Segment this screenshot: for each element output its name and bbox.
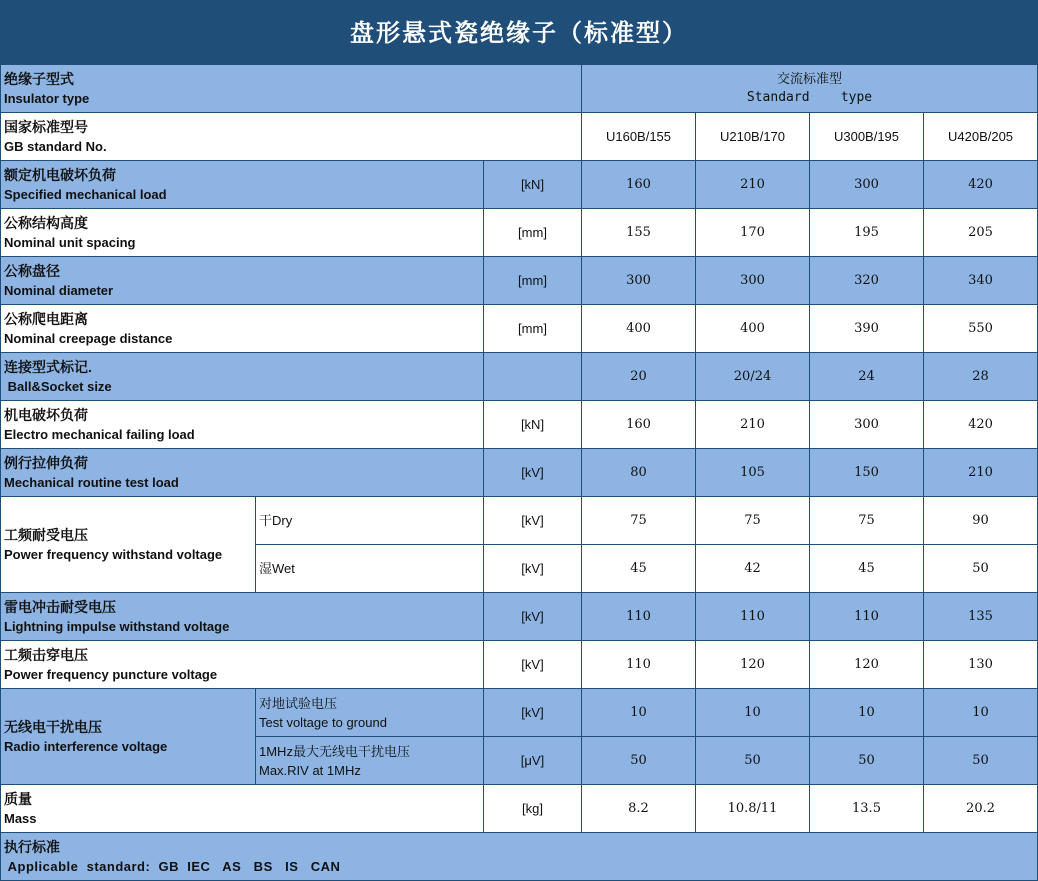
unit-cell: [mm] [484,257,582,305]
ac-standard-en: Standard type [746,89,873,105]
value-cell: 75 [582,497,696,545]
label-zh: 国家标准型号 [4,118,88,135]
label-en: Insulator type [4,90,90,106]
value-cell: 8.2 [582,785,696,833]
value-cell: 150 [810,449,924,497]
label-zh: 公称盘径 [4,262,60,279]
unit-cell: [kV] [484,449,582,497]
value-cell: 210 [696,401,810,449]
label-zh: 绝缘子型式 [4,70,74,87]
row-label [1,449,484,497]
value-cell: 105 [696,449,810,497]
label-zh: 额定机电破坏负荷 [4,166,116,183]
model-cell: U300B/195 [810,113,924,161]
ac-standard-zh: 交流标准型 [777,71,843,87]
label-en: Lightning impulse withstand voltage [4,618,230,634]
row-label [1,353,484,401]
unit-cell [484,353,582,401]
value-cell: 300 [696,257,810,305]
unit-cell: [mm] [484,305,582,353]
value-cell: 135 [924,593,1038,641]
standard-row [1,833,1038,881]
value-cell: 210 [696,161,810,209]
label-zh: 工频击穿电压 [4,646,88,663]
value-cell: 24 [810,353,924,401]
label-zh: 无线电干扰电压 [4,718,102,735]
value-cell: 120 [810,641,924,689]
value-cell: 80 [582,449,696,497]
unit-cell: [kV] [484,689,582,737]
value-cell: 390 [810,305,924,353]
value-cell: 210 [924,449,1038,497]
label-zh: 机电破坏负荷 [4,406,88,423]
gb-standard-row [1,113,1038,161]
value-cell: 420 [924,401,1038,449]
row-label [1,689,256,785]
value-cell: 110 [582,593,696,641]
value-cell: 205 [924,209,1038,257]
model-cell: U420B/205 [924,113,1038,161]
ac-standard-header [582,65,1038,113]
value-cell: 110 [810,593,924,641]
value-cell: 550 [924,305,1038,353]
label-zh: 工频耐受电压 [4,526,88,543]
sub-label [256,737,484,785]
value-cell: 10 [696,689,810,737]
model-cell: U210B/170 [696,113,810,161]
value-cell: 110 [582,641,696,689]
unit-cell: [kV] [484,641,582,689]
value-cell: 50 [924,737,1038,785]
label-zh: 公称爬电距离 [4,310,88,327]
row-label [1,641,484,689]
value-cell: 300 [810,161,924,209]
sub-label-zh: 1MHz最大无线电干扰电压 [259,743,410,759]
radio-ground-row [1,689,1038,737]
value-cell: 75 [696,497,810,545]
table-row [1,593,1038,641]
value-cell: 20/24 [696,353,810,401]
value-cell: 50 [924,545,1038,593]
value-cell: 90 [924,497,1038,545]
unit-cell: [kV] [484,497,582,545]
value-cell: 170 [696,209,810,257]
table-row [1,353,1038,401]
label-en: Power frequency withstand voltage [4,546,223,562]
value-cell: 10 [582,689,696,737]
value-cell: 160 [582,161,696,209]
value-cell: 10.8/11 [696,785,810,833]
table-row [1,401,1038,449]
label-zh: 公称结构高度 [4,214,88,231]
row-label [1,65,582,113]
row-label [1,593,484,641]
insulator-type-row [1,65,1038,113]
spec-table [0,64,1038,881]
sub-label-text: 干Dry [259,513,293,528]
value-cell: 320 [810,257,924,305]
label-zh: 执行标准 [4,838,60,855]
sub-label-zh: 对地试验电压 [259,695,338,711]
label-zh: 质量 [4,790,32,807]
value-cell: 300 [582,257,696,305]
sub-label [256,545,484,593]
label-en: Nominal unit spacing [4,234,136,250]
mass-row [1,785,1038,833]
unit-cell: [kN] [484,401,582,449]
applicable-standard [1,833,1038,881]
sub-label-en: Max.RIV at 1MHz [259,762,361,778]
value-cell: 400 [696,305,810,353]
label-zh: 连接型式标记. [4,358,92,375]
table-row [1,257,1038,305]
sub-label [256,689,484,737]
row-label [1,161,484,209]
value-cell: 50 [810,737,924,785]
value-cell: 400 [582,305,696,353]
value-cell: 45 [582,545,696,593]
table-row [1,305,1038,353]
table-row [1,209,1038,257]
unit-cell: [μV] [484,737,582,785]
label-zh: 例行拉伸负荷 [4,454,88,471]
value-cell: 20.2 [924,785,1038,833]
row-label [1,257,484,305]
label-en: Nominal creepage distance [4,330,173,346]
row-label [1,401,484,449]
value-cell: 50 [582,737,696,785]
value-cell: 75 [810,497,924,545]
value-cell: 10 [810,689,924,737]
label-en: Ball&Socket size [4,378,112,394]
label-en: Mass [4,810,37,826]
value-cell: 420 [924,161,1038,209]
page-title: 盘形悬式瓷绝缘子（标准型） [0,0,1038,64]
value-cell: 45 [810,545,924,593]
row-label [1,209,484,257]
value-cell: 10 [924,689,1038,737]
label-zh: 雷电冲击耐受电压 [4,598,116,615]
pf-withstand-dry-row [1,497,1038,545]
value-cell: 130 [924,641,1038,689]
value-cell: 20 [582,353,696,401]
unit-cell: [kV] [484,545,582,593]
value-cell: 155 [582,209,696,257]
unit-cell: [kV] [484,593,582,641]
unit-cell: [kg] [484,785,582,833]
value-cell: 160 [582,401,696,449]
value-cell: 50 [696,737,810,785]
value-cell: 13.5 [810,785,924,833]
sub-label-text: 湿Wet [259,561,295,576]
label-en: Electro mechanical failing load [4,426,195,442]
unit-cell: [mm] [484,209,582,257]
label-en: Mechanical routine test load [4,474,179,490]
table-row [1,449,1038,497]
label-en: Applicable standard: GB IEC AS BS IS CAN [4,858,341,874]
value-cell: 300 [810,401,924,449]
sub-label [256,497,484,545]
label-en: Nominal diameter [4,282,114,298]
value-cell: 28 [924,353,1038,401]
row-label [1,497,256,593]
label-en: Radio interference voltage [4,738,168,754]
row-label [1,785,484,833]
value-cell: 340 [924,257,1038,305]
table-row [1,641,1038,689]
model-cell: U160B/155 [582,113,696,161]
value-cell: 120 [696,641,810,689]
label-en: Specified mechanical load [4,186,167,202]
sub-label-en: Test voltage to ground [259,714,387,730]
value-cell: 42 [696,545,810,593]
row-label [1,305,484,353]
label-en: GB standard No. [4,138,107,154]
value-cell: 110 [696,593,810,641]
value-cell: 195 [810,209,924,257]
row-label [1,113,582,161]
unit-cell: [kN] [484,161,582,209]
label-en: Power frequency puncture voltage [4,666,218,682]
table-row [1,161,1038,209]
